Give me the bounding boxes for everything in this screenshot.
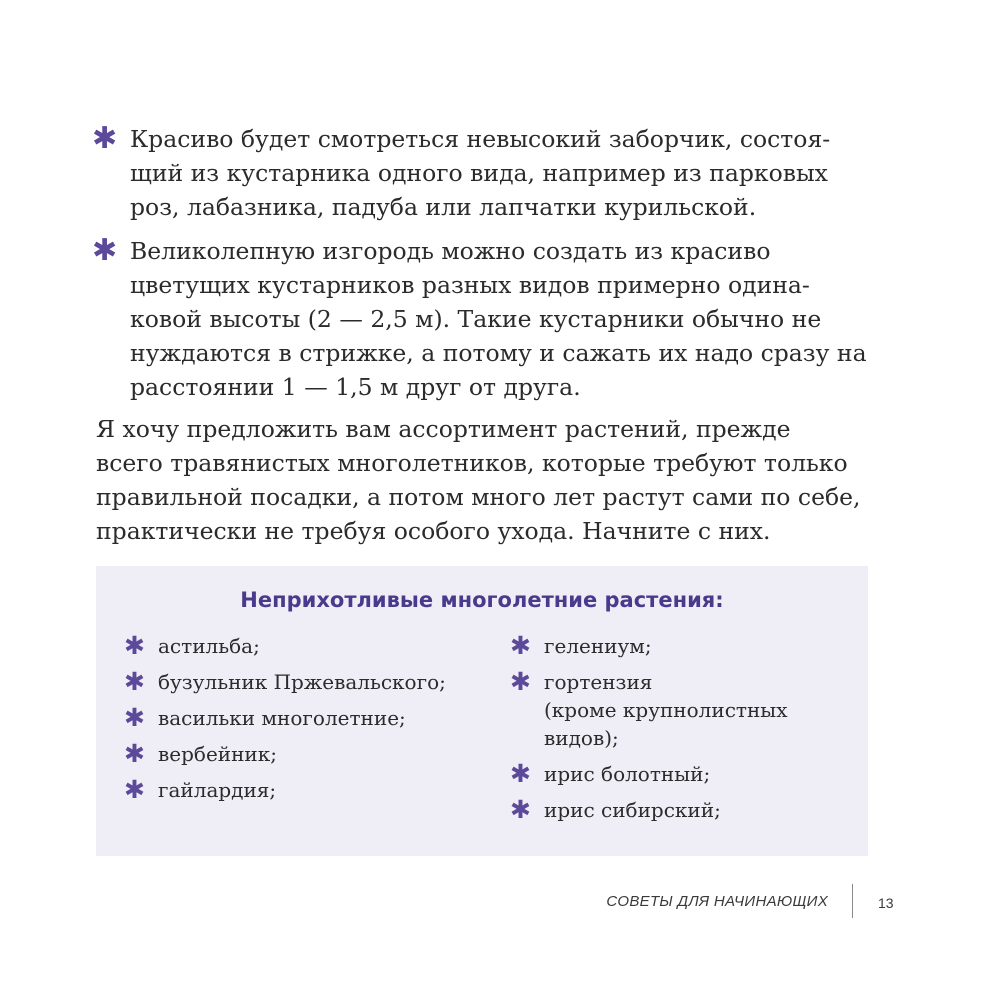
asterisk-bullet-icon: ✱: [510, 759, 531, 788]
text-line: расстоянии 1 — 1,5 м друг от друга.: [130, 373, 581, 401]
plant-list-item: [124, 668, 484, 696]
plant-list-item: [124, 632, 484, 660]
text-line: Великолепную изгородь можно создать из красиво: [130, 237, 771, 265]
plant-name: гелениум;: [544, 634, 652, 658]
plant-list-item: [124, 704, 484, 732]
plant-name: вербейник;: [158, 742, 278, 766]
text-line: щий из кустарника одного вида, например из парковых: [130, 159, 828, 187]
box-title: Неприхотливые многолетние растения:: [240, 588, 724, 612]
text-line: нуждаются в стрижке, а потому и сажать их надо сразу на: [130, 339, 867, 367]
plants-callout-box: [96, 566, 868, 856]
bullet-item: [92, 234, 892, 404]
plant-list-item: [510, 796, 840, 824]
bullet-item: [92, 122, 892, 224]
plant-name: ирис болотный;: [544, 762, 711, 786]
plant-name: гортензия: [544, 670, 653, 694]
text-line: всего травянистых многолетников, которые требуют только: [96, 449, 848, 477]
plant-name: васильки многолетние;: [158, 706, 406, 730]
plant-list-item: [124, 740, 484, 768]
text-line: ковой высоты (2 — 2,5 м). Такие кустарники обычно не: [130, 305, 822, 333]
asterisk-bullet-icon: ✱: [510, 795, 531, 824]
plant-list-item: [510, 668, 840, 752]
asterisk-bullet-icon: ✱: [124, 739, 145, 768]
running-footer-section: СОВЕТЫ ДЛЯ НАЧИНАЮЩИХ: [606, 893, 828, 910]
asterisk-bullet-icon: ✱: [92, 121, 118, 156]
text-line: Я хочу предложить вам ассортимент растений, прежде: [96, 415, 791, 443]
plant-note: (кроме крупнолистных: [544, 698, 788, 722]
text-line: Красиво будет смотреться невысокий заборчик, состоя-: [130, 125, 831, 153]
asterisk-bullet-icon: ✱: [124, 703, 145, 732]
plant-list-item: [510, 632, 840, 660]
plant-list-item: [124, 776, 484, 804]
text-line: правильной посадки, а потом много лет растут сами по себе,: [96, 483, 861, 511]
plant-name: гайлардия;: [158, 778, 277, 802]
text-line: цветущих кустарников разных видов примерно одина-: [130, 271, 810, 299]
plant-list-item: [510, 760, 840, 788]
asterisk-bullet-icon: ✱: [92, 233, 118, 268]
text-line: роз, лабазника, падуба или лапчатки курильской.: [130, 193, 757, 221]
text-line: практически не требуя особого ухода. Начните с них.: [96, 517, 771, 545]
body-paragraph: [96, 412, 896, 548]
plant-list-right: [510, 632, 840, 832]
asterisk-bullet-icon: ✱: [510, 667, 531, 696]
page-number: 13: [878, 895, 894, 911]
asterisk-bullet-icon: ✱: [124, 775, 145, 804]
plant-name: ирис сибирский;: [544, 798, 721, 822]
plant-note: видов);: [544, 726, 619, 750]
footer-divider: [852, 884, 853, 918]
asterisk-bullet-icon: ✱: [124, 631, 145, 660]
bullet-list: [92, 122, 892, 414]
asterisk-bullet-icon: ✱: [510, 631, 531, 660]
plant-name: астильба;: [158, 634, 260, 658]
asterisk-bullet-icon: ✱: [124, 667, 145, 696]
plant-list-left: [124, 632, 484, 812]
plant-name: бузульник Пржевальского;: [158, 670, 446, 694]
